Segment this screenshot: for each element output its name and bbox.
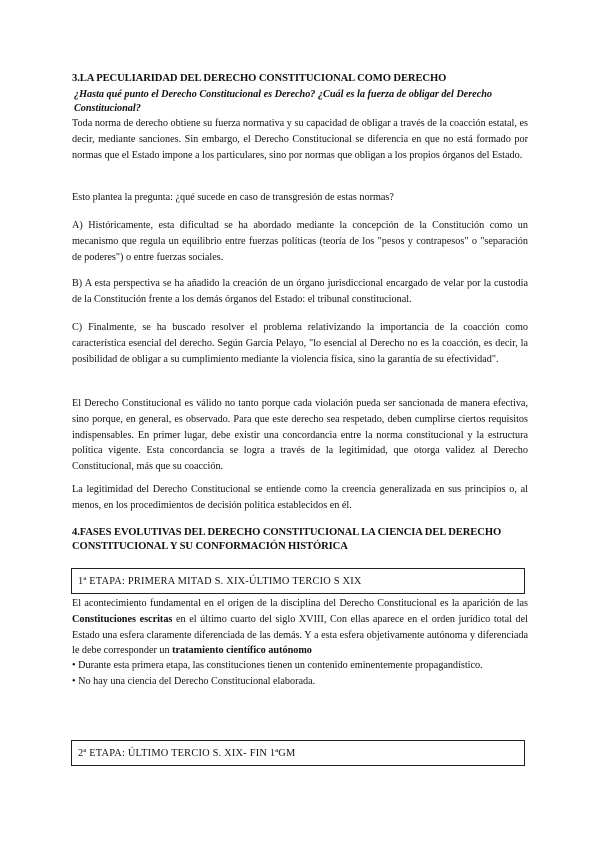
paragraph-coaccion: Toda norma de derecho obtiene su fuerza normativa y su capacidad de obligar a través de la coacción estatal, es decir, mediante sanciones. Sin embargo, el Derecho Constitucional se diferencia en que no está formado por normas que el Estado impone a los particulares, sino por normas que obligan a los propios órganos del Estado. (72, 118, 528, 161)
paragraph-b-tribunal: B) A esta perspectiva se ha añadido la creación de un órgano jurisdiccional encargado de velar por la custodia de la Constitución frente a los demás órganos del Estado: el tribunal constitucional. (72, 278, 528, 305)
stage-1-bullet-list (72, 658, 528, 690)
stage-1-bold-constituciones: Constituciones escritas (72, 613, 173, 625)
stage-1-title-box (71, 568, 525, 594)
paragraph-legitimidad: La legitimidad del Derecho Constitucional se entiende como la creencia generalizada en sus principios o, al menos, en los procedimientos de decisión política establecidos en él. (72, 484, 528, 511)
bullet-item: • No hay una ciencia del Derecho Constitucional elaborada. (72, 675, 316, 687)
stage-2-title-box (71, 740, 525, 766)
paragraph-constituciones-escritas (72, 596, 528, 659)
stage-1-text-b: en el último cuarto del siglo XVIII, Con ellas aparece en el orden jurídico total del Estado una esfera claramente diferenciada de las demás. Y a esta esfera objetivamente autónoma y diferenciada le debe corresponder un (72, 613, 528, 657)
paragraph-c-garcia-pelayo: C) Finalmente, se ha buscado resolver el problema relativizando la importancia de la coacción como característica esencial del derecho. Según García Pelayo, "lo esencial al Derecho no es la coacción, es decir, la posibilidad de obligar a su cumplimiento mediante la violencia física, sino la garantía de su efectividad". (72, 322, 528, 365)
stage-1-text-a: El acontecimiento fundamental en el origen de la disciplina del Derecho Constitucional es la aparición de las (72, 598, 528, 609)
section-3-heading: 3.LA PECULIARIDAD DEL DERECHO CONSTITUCIONAL COMO DERECHO (72, 73, 447, 84)
paragraph-validez: El Derecho Constitucional es válido no tanto porque cada violación pueda ser sancionada de manera efectiva, sino porque, en general, es observado. Para que este derecho sea respetado, deben cumplirse ciertos requisitos indispensables. En primer lugar, debe existir una concordancia entre la norma constitucional y la estructura política vigente. Esta concordancia se logra a través de la legitimidad, que otorga validez al Derecho Constitucional, más que su coacción. (72, 398, 528, 473)
paragraph-a-historicamente: A) Históricamente, esta dificultad se ha abordado mediante la concepción de la Constitución como un mecanismo que regula un equilibrio entre fuerzas políticas (teoría de los "pesos y contrapesos" o "separación de poderes") o entre fuerzas sociales. (72, 220, 528, 263)
section-3-question: ¿Hasta qué punto el Derecho Constitucional es Derecho? ¿Cuál es la fuerza de obligar del Derecho Constitucional? (74, 89, 492, 114)
section-4-heading: 4.FASES EVOLUTIVAS DEL DERECHO CONSTITUCIONAL LA CIENCIA DEL DERECHO CONSTITUCIONAL Y SU CONFORMACIÓN HISTÓRICA (72, 527, 502, 552)
bullet-item: • Durante esta primera etapa, las constituciones tienen un contenido eminentemente propagandístico. (72, 660, 483, 671)
stage-1-title: 1ª ETAPA: PRIMERA MITAD S. XIX-ÚLTIMO TERCIO S XIX (78, 576, 362, 587)
paragraph-pregunta: Esto plantea la pregunta: ¿qué sucede en caso de transgresión de estas normas? (72, 192, 394, 203)
stage-2-title: 2ª ETAPA: ÚLTIMO TERCIO S. XIX- FIN 1ªGM (78, 748, 296, 759)
stage-1-bold-tratamiento: tratamiento científico autónomo (172, 645, 312, 657)
